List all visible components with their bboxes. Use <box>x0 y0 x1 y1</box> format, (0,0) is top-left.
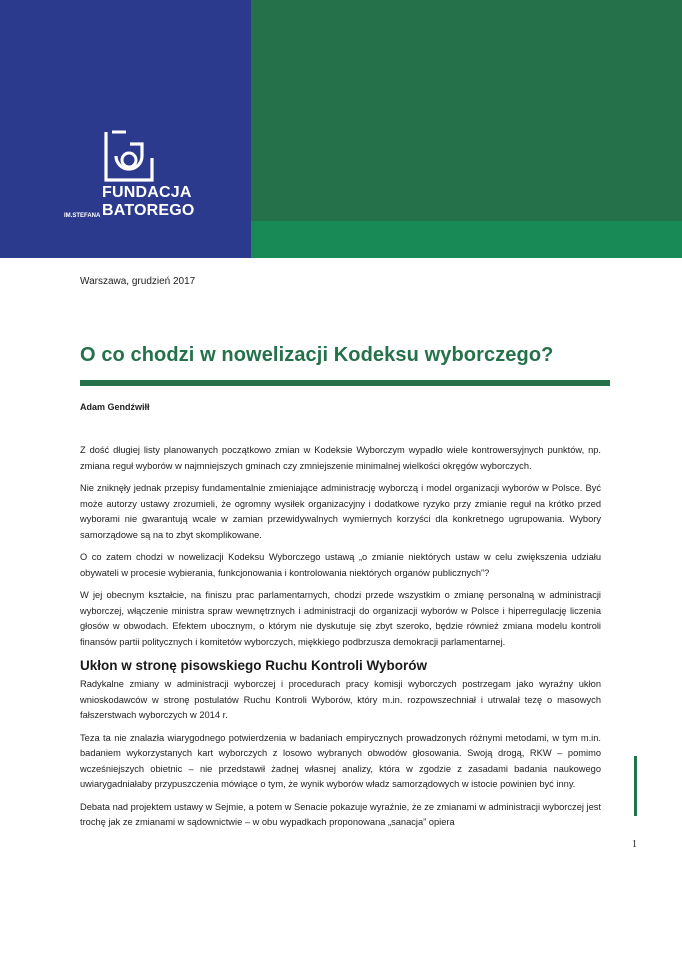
body-paragraph: O co zatem chodzi w nowelizacji Kodeksu Wyborczego ustawą „o zmianie niektórych ustaw w celu zwiększenia udziału obywateli w procesie wybierania, funkcjonowania i kontrolowania niektórych organów publicznych”? <box>80 552 601 578</box>
page-number: 1 <box>632 839 637 850</box>
section-paragraph: Radykalne zmiany w administracji wyborczej i procedurach pracy komisji wyborczych postrzegam jako wyraźny ukłon wnioskodawców w stronę postulatów Ruchu Kontroli Wyborów, który m.in. rozpowszechniał i utrwalał tezę o masowych fałszerstwach wyborczych w 2014 r. <box>80 679 601 720</box>
document-date: Warszawa, grudzień 2017 <box>80 276 196 287</box>
body-paragraph: W jej obecnym kształcie, na finiszu prac parlamentarnych, chodzi przede wszystkim o zmianę personalną w administracji wyborczej, włączenie ministra spraw wewnętrznych i administracji do organizacji wyborów w Polsce i hiperregulację liczenia głosów w obwodach. Efektem ubocznym, o którym nie dyskutuje się zbyt szeroko, będzie również zmiana modelu kontroli finansów partii politycznych i komitetów wyborczych, miękkiego podbrzusza demokracji parlamentarnej. <box>80 590 601 647</box>
document-body <box>80 443 601 838</box>
logo-text-im-stefana: IM.STEFANA <box>64 213 101 219</box>
margin-marker-bar <box>634 756 637 816</box>
foundation-logo <box>64 130 195 225</box>
logo-text-fundacja: FUNDACJA <box>102 184 192 201</box>
header-green-panel <box>251 0 682 221</box>
document-title: O co chodzi w nowelizacji Kodeksu wyborczego? <box>80 344 554 366</box>
section-paragraph: Teza ta nie znalazła wiarygodnego potwierdzenia w badaniach empirycznych prowadzonych różnymi metodami, w tym m.in. badaniem wykorzystanych kart wyborczych z losowo wybranych obwodów głosowania. Swoją drogą, RKW – pomimo wcześniejszych obietnic – nie przedstawił żadnej własnej analizy, która w zgodzie z zasadami badania naukowego uwiarygadniałaby przypuszczenia mówiące o tym, że wynik wyborów władz samorządowych w istocie powinien być inny. <box>80 732 601 789</box>
section-paragraph: Debata nad projektem ustawy w Sejmie, a potem w Senacie pokazuje wyraźnie, że ze zmianami w administracji wyborczej jest trochę jak ze zmianami w sądownictwie – w obu wypadkach proponowana „sanacja” opiera <box>80 801 601 827</box>
logo-text-batorego: BATOREGO <box>102 202 195 219</box>
header-green-strip <box>251 221 682 258</box>
batory-foundation-logo-icon <box>102 130 156 182</box>
title-underline-rule <box>80 380 610 386</box>
body-paragraph: Nie zniknęły jednak przepisy fundamentalnie zmieniające administrację wyborczą i model organizacji wyborów w Polsce. Być może autorzy ustawy zrozumieli, że ogromny wysiłek organizacyjny i dodatkowe ryzyko przy zmianie reguł na krótko przed wyborami nie gwarantują wcale w zamian przewidywalnych wymiernych korzyści dla konkretnego ugrupowania. Wybory samorządowe są na to zbyt skomplikowane. <box>80 483 601 540</box>
body-paragraph: Z dość długiej listy planowanych początkowo zmian w Kodeksie Wyborczym wypadło wiele kontrowersyjnych punktów, np. zmiana reguł wyborów w najmniejszych gminach czy zmniejszenie minimalnej wielkości okręgów wyborczych. <box>80 445 601 471</box>
document-author: Adam Gendźwiłł <box>80 402 150 412</box>
section-heading: Ukłon w stronę pisowskiego Ruchu Kontroli Wyborów <box>80 658 428 673</box>
